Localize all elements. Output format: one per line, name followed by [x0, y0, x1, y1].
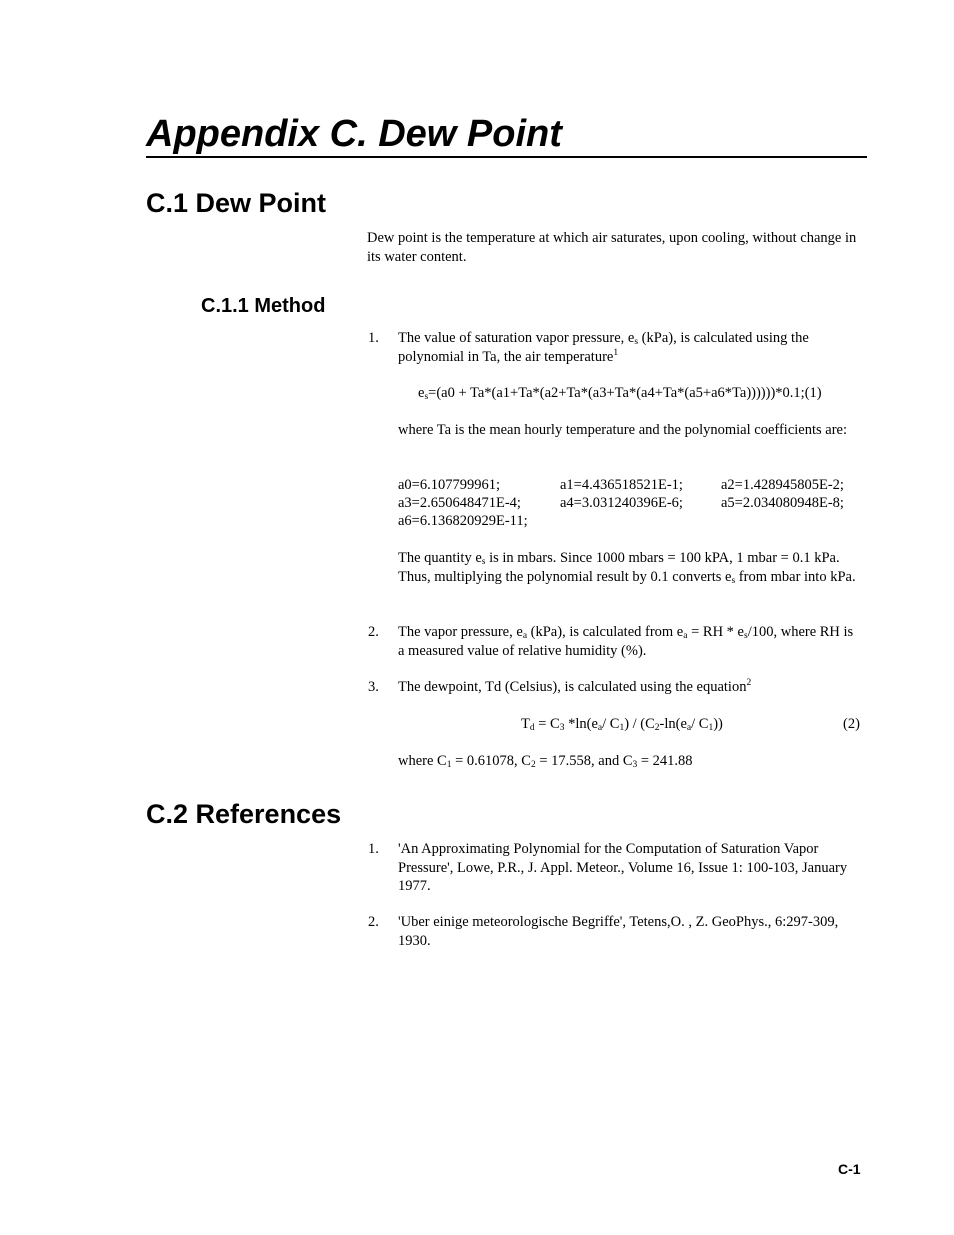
step-2-number: 2. [368, 624, 379, 640]
reference-2: 'Uber einige meteorologische Begriffe', Tetens,O. , Z. GeoPhys., 6:297-309, 1930. [398, 914, 839, 949]
coefficient-a1: a1=4.436518521E-1; [560, 477, 683, 493]
equation-1: $e_s=(a0$ + Ta*(a1+Ta*(a2+Ta*(a3+Ta*(a4+Ta*(a5+a6*Ta))))))*0.1;(1) [418, 385, 822, 402]
step-3-text: The dewpoint, Td (Celsius), is calculated using the equation$^2$ [398, 678, 752, 695]
footnote-1: 1 [613, 347, 619, 358]
footnote-2: 2 [746, 678, 752, 688]
step-1-number: 1. [368, 330, 379, 346]
reference-2-number: 2. [368, 914, 379, 930]
step-3-number: 3. [368, 679, 379, 695]
equation-2: $T_d = C_3$ $*\ln(e_a/$ $C_1) / (C_2-\ln(e_a/$ $C_1$)) [521, 716, 723, 733]
step-1-text: The value of saturation vapor pressure, $e_s$ (kPa), is calculated using the polynomial in Ta, the air temperature$^1$ [398, 330, 809, 365]
page-number: C-1 [838, 1161, 861, 1177]
page-title: Appendix C. Dew Point [146, 113, 562, 155]
coefficient-a5: a5=2.034080948E-8; [721, 495, 844, 511]
coefficient-a4: a4=3.031240396E-6; [560, 495, 683, 511]
reference-1: 'An Approximating Polynomial for the Computation of Saturation Vapor Pressure', Lowe, P.R., J. Appl. Meteor., Volume 16, Issue 1: 100-103, January 1977. [398, 841, 848, 894]
coefficient-a3: a3=2.650648471E-4; [398, 495, 521, 511]
section-heading-dew-point: C.1 Dew Point [146, 188, 327, 218]
reference-1-number: 1. [368, 841, 379, 857]
title-rule [146, 156, 867, 158]
section-heading-references: C.2 References [146, 799, 342, 829]
subsection-heading-method: C.1.1 Method [201, 295, 326, 317]
equation-2-number: (2) [843, 716, 860, 732]
intro-paragraph: Dew point is the temperature at which air saturates, upon cooling, without change in its water content. [367, 230, 857, 265]
coefficient-a6: a6=6.136820929E-11; [398, 513, 528, 529]
coefficient-a2: a2=1.428945805E-2; [721, 477, 844, 493]
step-2-text: The vapor pressure, $e_a$ (kPa), is calculated from $e_a$ = RH * $e_s/100$, where RH is a measured value of relative humidity (%). [398, 624, 854, 659]
where-coefficients-text: where Ta is the mean hourly temperature and the polynomial coefficients are: [398, 422, 847, 438]
quantity-paragraph: The quantity $e_s$ is in mbars. Since 1000 mbars = 100 kPA, 1 mbar = 0.1 kPa. Thus, multiplying the polynomial result by 0.1 converts $e_s$ from mbar into kPa. [398, 550, 856, 586]
coefficient-a0: a0=6.107799961; [398, 477, 501, 493]
constants-text: where $C_1 = 0.61078$, $C_2 = 17.558$, and $C_3 = 241.88$ [398, 753, 693, 770]
